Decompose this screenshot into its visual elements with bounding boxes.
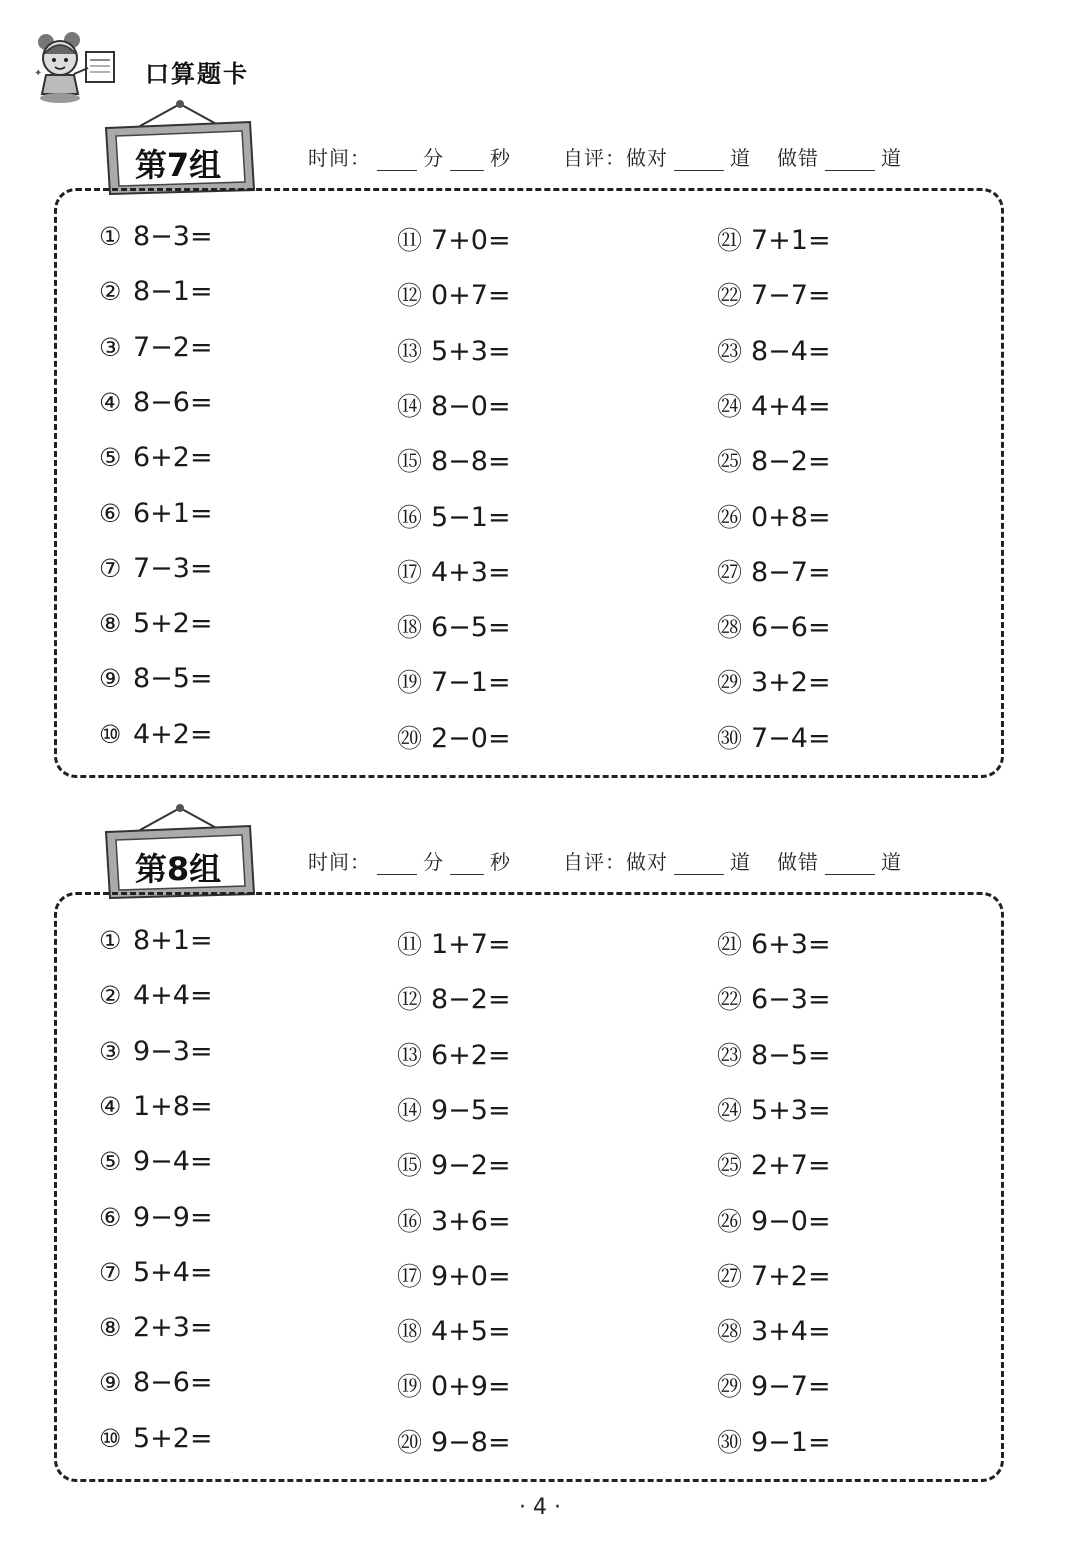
problem-item <box>397 498 511 534</box>
problem-number: ⑬ <box>397 1040 423 1070</box>
problem-item <box>717 442 831 478</box>
problem-number: ⑲ <box>397 668 423 698</box>
problem-expression: 8−4= <box>751 335 831 367</box>
problem-number: ① <box>99 222 122 251</box>
problem-item <box>717 1202 831 1238</box>
problem-number: ④ <box>99 387 122 417</box>
problem-expression: 7+2= <box>751 1260 831 1292</box>
problem-number: ㉚ <box>717 723 743 753</box>
seconds-blank[interactable] <box>450 852 484 875</box>
problem-expression: 6−6= <box>751 612 831 644</box>
problem-item <box>717 332 831 368</box>
problem-number: ⑲ <box>397 1372 423 1402</box>
problem-item <box>397 1091 511 1127</box>
problem-number: ⑱ <box>397 1317 423 1347</box>
problem-item <box>99 1423 213 1454</box>
svg-text:✦: ✦ <box>34 68 43 79</box>
problem-expression: 9−1= <box>751 1426 831 1458</box>
problem-expression: 9−7= <box>751 1371 831 1403</box>
problem-expression: 5+3= <box>751 1094 831 1126</box>
problem-expression: 4+4= <box>751 390 831 422</box>
correct-blank[interactable] <box>674 852 724 875</box>
wrong-blank[interactable] <box>825 852 875 875</box>
problem-number: ㉙ <box>717 668 743 698</box>
problem-number: ㉔ <box>717 1095 743 1125</box>
problem-number: ㉖ <box>717 1206 743 1236</box>
problem-item <box>99 1312 213 1343</box>
problem-expression: 8+1= <box>133 925 213 956</box>
problem-item <box>717 1091 831 1127</box>
problem-number: ㉗ <box>717 557 743 587</box>
problem-number: ⑩ <box>99 719 122 749</box>
problem-number: ⑪ <box>397 226 423 255</box>
problem-number: ③ <box>99 1036 122 1066</box>
problem-expression: 6−3= <box>751 984 831 1016</box>
problem-expression: 9−9= <box>133 1201 213 1233</box>
problem-item <box>397 221 511 257</box>
problem-number: ⑳ <box>397 723 423 753</box>
problem-number: ㉚ <box>717 1427 743 1457</box>
problem-item <box>99 925 213 956</box>
correct-unit: 道 <box>730 850 751 874</box>
problem-number: ㉘ <box>717 1317 743 1347</box>
problem-number: ⑳ <box>397 1427 423 1457</box>
problem-item <box>717 1423 831 1459</box>
problem-item <box>99 332 213 363</box>
problem-number: ⑥ <box>99 1202 122 1232</box>
problem-expression: 6−5= <box>431 612 511 644</box>
problem-number: ⑤ <box>99 1147 122 1177</box>
problem-number: ㉓ <box>717 336 743 366</box>
problem-number: ㉒ <box>717 281 743 311</box>
problem-number: ③ <box>99 332 122 362</box>
problem-expression: 4+4= <box>133 980 213 1012</box>
problem-item <box>717 276 831 312</box>
problem-expression: 0+9= <box>431 1371 511 1403</box>
problem-number: ⑨ <box>99 1368 122 1398</box>
problem-number: ㉕ <box>717 447 743 477</box>
correct-label: 自评：做对 <box>563 850 668 874</box>
problem-number: ⑬ <box>397 336 423 366</box>
problem-number: ⑧ <box>99 609 122 639</box>
problem-number: ⑯ <box>397 502 423 532</box>
seconds-blank[interactable] <box>450 148 484 171</box>
problem-item <box>397 387 511 423</box>
problem-item <box>397 980 511 1016</box>
problem-item <box>717 387 831 423</box>
problem-expression: 9−2= <box>431 1150 511 1182</box>
problem-expression: 5+2= <box>133 1422 213 1454</box>
problem-expression: 8−0= <box>431 390 511 422</box>
problem-item <box>99 1202 213 1233</box>
problem-number: ⑧ <box>99 1313 122 1343</box>
problem-number: ② <box>99 981 122 1011</box>
problem-item <box>397 1423 511 1459</box>
problem-expression: 7−4= <box>751 722 831 754</box>
problem-item <box>717 1036 831 1072</box>
problem-expression: 8−2= <box>431 984 511 1016</box>
minutes-blank[interactable] <box>377 852 417 875</box>
problem-expression: 6+2= <box>133 442 213 474</box>
problem-expression: 1+8= <box>133 1090 213 1122</box>
problem-item <box>397 1202 511 1238</box>
problem-expression: 8−6= <box>133 1367 213 1399</box>
problem-expression: 8−2= <box>751 446 831 478</box>
problem-item <box>99 608 213 639</box>
problem-item <box>99 1091 213 1122</box>
problem-item <box>717 1367 831 1403</box>
problem-number: ④ <box>99 1091 122 1121</box>
problem-number: ⑦ <box>99 1257 122 1287</box>
problem-item <box>99 221 213 252</box>
problem-item <box>397 276 511 312</box>
wrong-blank[interactable] <box>825 148 875 171</box>
problem-number: ㉑ <box>717 226 743 255</box>
problem-box <box>54 892 1004 1482</box>
problem-number: ⑤ <box>99 443 122 473</box>
problem-number: ㉔ <box>717 391 743 421</box>
problem-item <box>99 980 213 1011</box>
problem-item <box>397 608 511 644</box>
problem-item <box>397 1036 511 1072</box>
problem-expression: 9−0= <box>751 1205 831 1237</box>
problem-item <box>99 1257 213 1288</box>
problem-item <box>99 1367 213 1398</box>
problem-expression: 4+3= <box>431 556 511 588</box>
problem-item <box>717 553 831 589</box>
correct-blank[interactable] <box>674 148 724 171</box>
problem-item <box>717 221 831 257</box>
group-title: 第8组 <box>134 850 222 888</box>
problem-number: ㉓ <box>717 1040 743 1070</box>
problem-expression: 7−7= <box>751 280 831 312</box>
problem-expression: 8−7= <box>751 556 831 588</box>
score-line <box>308 142 902 171</box>
seconds-label: 秒 <box>490 850 511 874</box>
problem-number: ㉘ <box>717 613 743 643</box>
problem-expression: 9−3= <box>133 1035 213 1067</box>
problem-item <box>99 276 213 307</box>
problem-box <box>54 188 1004 778</box>
problem-expression: 1+7= <box>431 929 511 960</box>
problem-item <box>99 387 213 418</box>
problem-item <box>99 498 213 529</box>
problem-number: ㉙ <box>717 1372 743 1402</box>
problem-number: ① <box>99 926 122 955</box>
problem-expression: 9−8= <box>431 1426 511 1458</box>
problem-number: ② <box>99 277 122 307</box>
minutes-label: 分 <box>423 850 444 874</box>
problem-expression: 3+4= <box>751 1316 831 1348</box>
problem-item <box>717 608 831 644</box>
problem-number: ㉑ <box>717 930 743 959</box>
problem-item <box>99 1146 213 1177</box>
problem-expression: 9−4= <box>133 1146 213 1178</box>
score-line <box>308 846 902 875</box>
problem-expression: 3+6= <box>431 1205 511 1237</box>
problem-item <box>717 980 831 1016</box>
time-label: 时间： <box>308 850 371 874</box>
problem-item <box>397 1312 511 1348</box>
problem-expression: 9−5= <box>431 1094 511 1126</box>
problem-number: ⑰ <box>397 1261 423 1291</box>
problem-item <box>397 553 511 589</box>
problem-number: ⑰ <box>397 557 423 587</box>
wrong-unit: 道 <box>881 146 902 170</box>
correct-label: 自评：做对 <box>563 146 668 170</box>
problem-number: ⑮ <box>397 447 423 477</box>
problem-item <box>717 1312 831 1348</box>
problem-item <box>717 1257 831 1293</box>
problem-item <box>397 925 511 961</box>
problem-item <box>397 719 511 755</box>
problem-number: ⑮ <box>397 1151 423 1181</box>
problem-number: ⑦ <box>99 553 122 583</box>
problem-item <box>397 1257 511 1293</box>
problem-item <box>397 663 511 699</box>
problem-item <box>397 332 511 368</box>
problem-expression: 5+3= <box>431 335 511 367</box>
problem-number: ⑨ <box>99 664 122 694</box>
problem-item <box>99 663 213 694</box>
problem-expression: 6+1= <box>133 497 213 529</box>
problem-item <box>717 663 831 699</box>
problem-item <box>397 442 511 478</box>
problem-number: ⑫ <box>397 281 423 311</box>
wrong-unit: 道 <box>881 850 902 874</box>
problem-number: ㉗ <box>717 1261 743 1291</box>
problem-item <box>717 498 831 534</box>
problem-item <box>717 925 831 961</box>
problem-expression: 4+5= <box>431 1316 511 1348</box>
problem-number: ⑫ <box>397 985 423 1015</box>
problem-number: ⑭ <box>397 391 423 421</box>
page-header <box>30 28 430 108</box>
problem-expression: 7+1= <box>751 225 831 256</box>
problem-number: ⑭ <box>397 1095 423 1125</box>
problem-expression: 7−1= <box>431 667 511 699</box>
problem-number: ⑩ <box>99 1423 122 1453</box>
problem-expression: 5+4= <box>133 1256 213 1288</box>
problem-expression: 3+2= <box>751 667 831 699</box>
problem-item <box>397 1146 511 1182</box>
problem-item <box>99 442 213 473</box>
problem-expression: 0+7= <box>431 280 511 312</box>
problem-expression: 7−3= <box>133 552 213 584</box>
problem-item <box>717 719 831 755</box>
mascot-icon <box>30 28 120 106</box>
problem-item <box>99 553 213 584</box>
problem-number: ⑪ <box>397 930 423 959</box>
wrong-label: 做错 <box>777 850 819 874</box>
problem-expression: 8−6= <box>133 386 213 418</box>
problem-expression: 5+2= <box>133 608 213 640</box>
correct-unit: 道 <box>730 146 751 170</box>
problem-expression: 8−5= <box>751 1039 831 1071</box>
problem-number: ⑱ <box>397 613 423 643</box>
problem-expression: 2+3= <box>133 1312 213 1344</box>
problem-expression: 8−1= <box>133 276 213 308</box>
problem-item <box>717 1146 831 1182</box>
problem-expression: 9+0= <box>431 1260 511 1292</box>
problem-expression: 6+3= <box>751 929 831 960</box>
problem-expression: 2−0= <box>431 722 511 754</box>
problem-expression: 7+0= <box>431 225 511 256</box>
problem-expression: 8−3= <box>133 221 213 252</box>
minutes-label: 分 <box>423 146 444 170</box>
app-title: 口算题卡 <box>145 60 249 88</box>
problem-number: ㉖ <box>717 502 743 532</box>
seconds-label: 秒 <box>490 146 511 170</box>
problem-item <box>99 719 213 750</box>
problem-expression: 8−5= <box>133 663 213 695</box>
problem-item <box>99 1036 213 1067</box>
problem-expression: 0+8= <box>751 501 831 533</box>
page-number: · 4 · <box>519 1495 561 1520</box>
wrong-label: 做错 <box>777 146 819 170</box>
minutes-blank[interactable] <box>377 148 417 171</box>
problem-number: ㉒ <box>717 985 743 1015</box>
group-title: 第7组 <box>134 146 222 184</box>
problem-number: ㉕ <box>717 1151 743 1181</box>
problem-expression: 2+7= <box>751 1150 831 1182</box>
problem-expression: 5−1= <box>431 501 511 533</box>
problem-expression: 8−8= <box>431 446 511 478</box>
problem-expression: 6+2= <box>431 1039 511 1071</box>
problem-expression: 4+2= <box>133 718 213 750</box>
time-label: 时间： <box>308 146 371 170</box>
problem-number: ⑯ <box>397 1206 423 1236</box>
problem-number: ⑥ <box>99 498 122 528</box>
problem-item <box>397 1367 511 1403</box>
problem-expression: 7−2= <box>133 331 213 363</box>
